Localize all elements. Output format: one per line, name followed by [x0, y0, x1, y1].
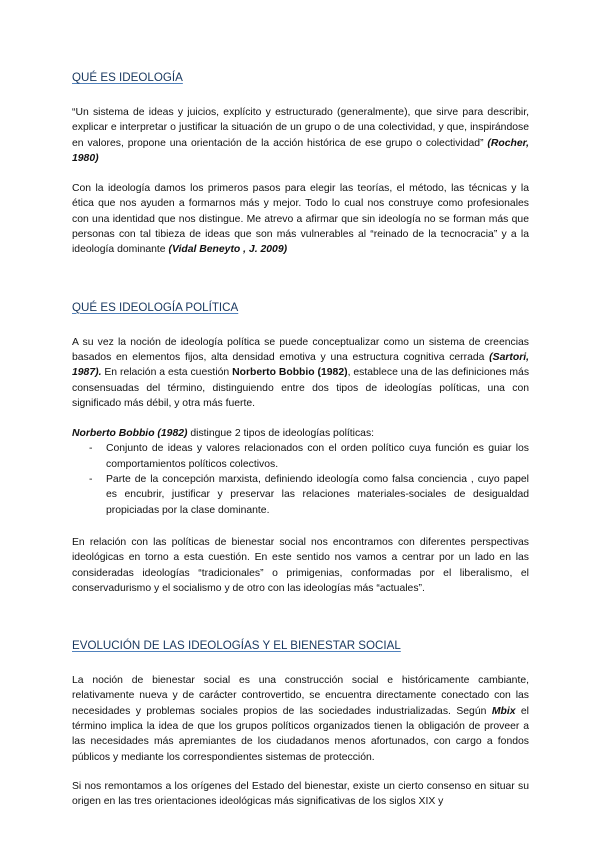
ideologia-politica-text-a: A su vez la noción de ideología política se puede conceptualizar como un sistema de creencias basados en elementos fijos, alta densidad emotiva y una estructura cognitiva cerrada	[72, 336, 529, 363]
rocher-quote: “Un sistema de ideas y juicios, explícito y estructurado (generalmente), que sirve para describir, explicar e interpretar o justificar la situación de un grupo o de una colectividad, y que, inspirándose en valores, propone una orientación de la acción histórica de ese grupo o colectividad”	[72, 107, 529, 149]
citation-mbix: Mbix	[491, 705, 516, 717]
ideologia-etica-text: Con la ideología damos los primeros pasos para elegir las teorías, el método, las técnicas y la ética que nos ayuden a formarnos más y mejor. Todo lo cual nos construye como profesionales con una identidad que nos distingue. Me atrevo a afirmar que sin ideología no se forman más que personas con tal tibieza de ideas que son más vulnerables al “reinado de la tecnocracia” y a la ideología dominante	[72, 183, 529, 256]
citation-sartori: (Sartori, 1987).	[72, 351, 530, 379]
list-bullet: -	[89, 443, 93, 455]
list-item	[72, 472, 529, 518]
citation-bobbio: Norberto Bobbio (1982)	[72, 428, 188, 440]
paragraph-ideologia-etica	[72, 181, 529, 257]
bienestar-social-text-a: La noción de bienestar social es una construcción social e históricamente cambiante, relativamente nueva y de carácter controvertido, se encuentra directamente conectado con las necesidades y problemas sociales propios de las sociedades industrializadas. Según	[72, 675, 529, 717]
bobbio-reference: Norberto Bobbio (1982)	[232, 367, 348, 379]
paragraph-rocher-definition	[72, 105, 529, 166]
section-heading-que-es-ideologia: QUÉ ES IDEOLOGÍA	[72, 71, 183, 84]
ideologia-politica-text-b: En relación a esta cuestión	[104, 367, 230, 379]
citation-vidal-beneyto: (Vidal Beneyto , J. 2009)	[168, 244, 288, 256]
bobbio-types-list	[72, 441, 529, 517]
list-item-text: Parte de la concepción marxista, definiendo ideología como falsa conciencia , cuyo papel es encubrir, justificar y preservar las relaciones materiales-sociales de desigualdad propiciadas por la clase dominante.	[106, 474, 529, 516]
section-heading-ideologia-politica: QUÉ ES IDEOLOGÍA POLÍTICA	[72, 300, 239, 314]
list-item-text: Conjunto de ideas y valores relacionados con el orden político cuya función es guiar los comportamientos políticos colectivos.	[106, 443, 529, 470]
list-item	[72, 441, 529, 472]
ideologia-politica-text-c: , establece una de las definiciones más consensuadas del término, distinguiendo entre dos tipos de ideologías políticas, una con significado más débil, y otra más fuerte.	[72, 367, 530, 409]
bienestar-social-text-b: el término implica la idea de que los grupos políticos organizados tienen la obligación de proveer a las necesidades más apremiantes de los ciudadanos menos afortunados, con cargo a fondos públicos y mediante los correspondientes sistemas de protección.	[72, 705, 529, 763]
paragraph-ideologia-politica	[72, 335, 529, 411]
paragraph-perspectivas-ideologicas: En relación con las políticas de bienestar social nos encontramos con diferentes perspectivas ideológicas en torno a esta cuestión. En este sentido nos vamos a centrar por un lado en las consideradas ideologías “tradicionales” o primigenias, conformadas por el liberalismo, el conservadurismo y el socialismo y de otro con las ideologías más “actuales”.	[72, 536, 529, 594]
list-bullet: -	[89, 474, 93, 486]
section-heading-evolucion-ideologias: EVOLUCIÓN DE LAS IDEOLOGÍAS Y EL BIENESTAR SOCIAL	[72, 639, 401, 653]
document-body	[72, 70, 529, 810]
citation-rocher: (Rocher, 1980)	[72, 137, 529, 164]
paragraph-bienestar-social	[72, 673, 529, 765]
bobbio-tipos-text: distingue 2 tipos de ideologías políticas:	[190, 428, 375, 440]
paragraph-origenes-estado-bienestar: Si nos remontamos a los orígenes del Estado del bienestar, existe un cierto consenso en situar su origen en las tres orientaciones ideológicas más significativas de los siglos XIX y	[72, 780, 529, 808]
paragraph-bobbio-tipos	[72, 426, 529, 441]
